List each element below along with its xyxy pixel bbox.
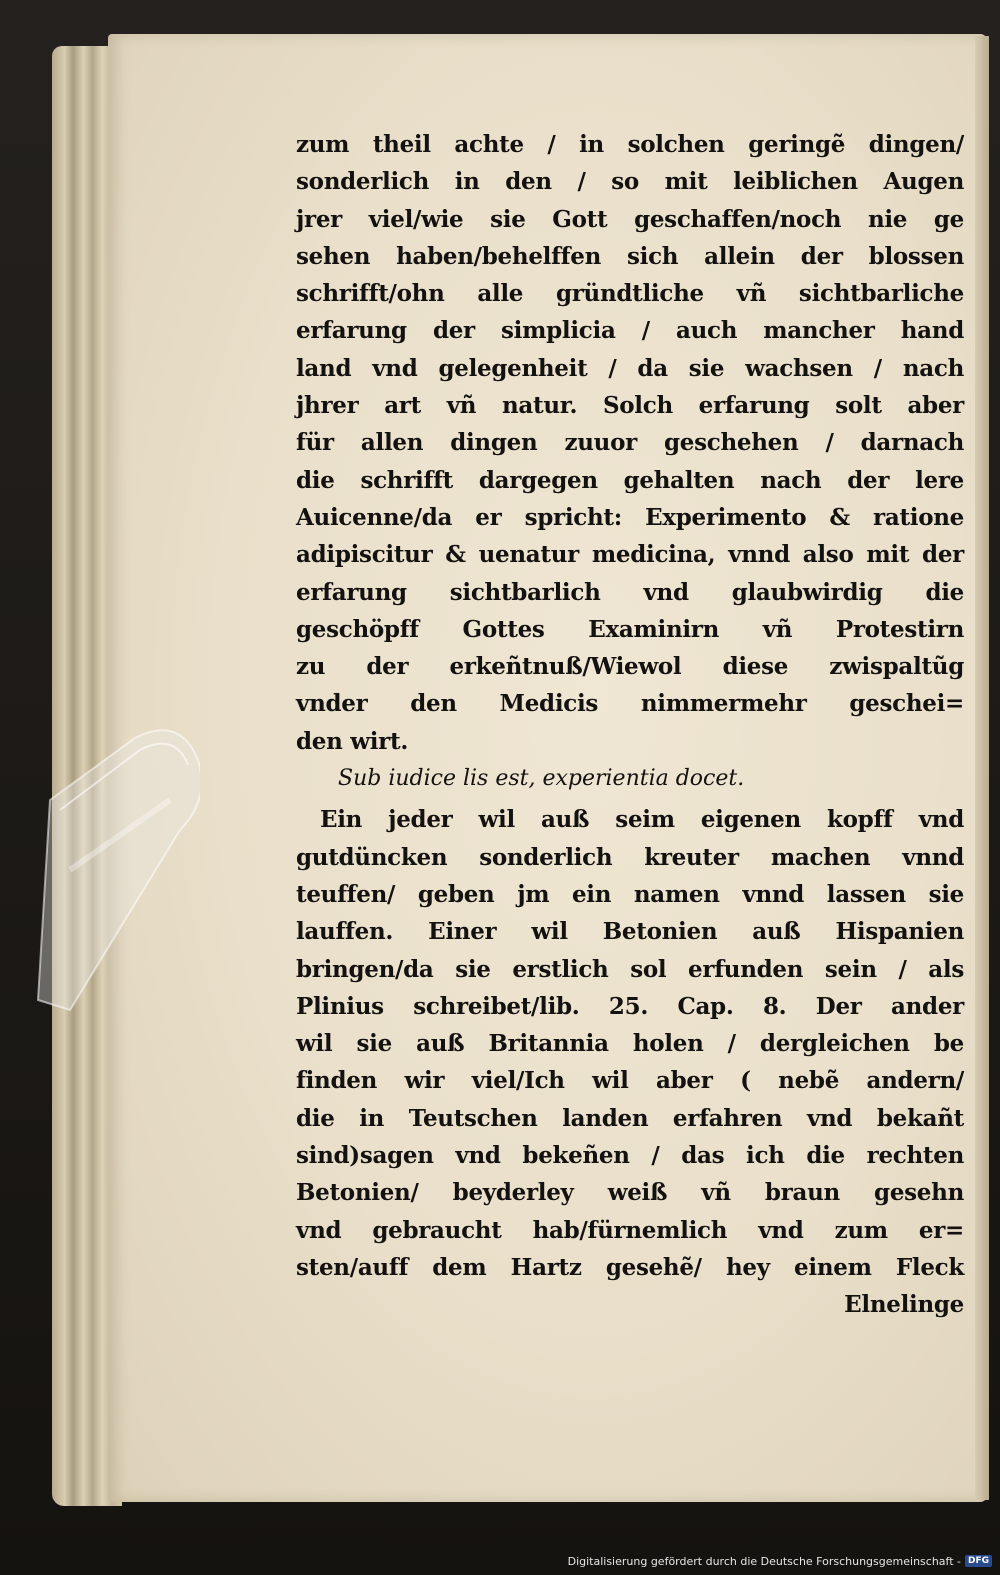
- book-gutter-edge: [975, 36, 989, 1500]
- text-line: teuffen/ geben jm ein namen vnnd lassen sie: [296, 880, 964, 908]
- text-line: Betonien/ beyderley weiß vñ braun gesehn: [296, 1179, 964, 1207]
- text-line: sten/auff dem Hartz gesehẽ/ hey einem Fleck: [296, 1253, 964, 1281]
- text-line: schrifft/ohn alle gründtliche vñ sichtbarliche: [296, 280, 964, 308]
- text-line: geschöpff Gottes Examinirn vñ Protestirn: [296, 615, 964, 643]
- latin-quote: Sub iudice lis est, experientia docet.: [338, 766, 745, 792]
- text-line: sind)sagen vnd bekeñen / das ich die rechten: [296, 1142, 964, 1170]
- dfg-logo: DFG: [965, 1555, 992, 1567]
- text-line: sonderlich in den / so mit leiblichen Augen: [296, 168, 964, 196]
- text-line: vnder den Medicis nimmermehr geschei=: [296, 690, 964, 718]
- text-line: für allen dingen zuuor geschehen / darnach: [296, 429, 964, 457]
- digitization-footer: [568, 1551, 992, 1571]
- text-line: erfarung sichtbarlich vnd glaubwirdig die: [296, 578, 964, 606]
- text-line: finden wir viel/Ich wil aber ( nebẽ andern/: [296, 1067, 964, 1095]
- text-line: Ein jeder wil auß seim eigenen kopff vnd: [320, 806, 964, 834]
- text-line: wil sie auß Britannia holen / dergleichen be: [296, 1030, 964, 1058]
- text-line: bringen/da sie erstlich sol erfunden sein / als: [296, 955, 964, 983]
- footer-credit: Digitalisierung gefördert durch die Deutsche Forschungsgemeinschaft -: [567, 1554, 961, 1568]
- text-line: Auicenne/da er spricht: Experimento & ratione: [296, 503, 964, 531]
- text-line: die schrifft dargegen gehalten nach der lere: [296, 466, 964, 494]
- text-line: die in Teutschen landen erfahren vnd bekañt: [296, 1104, 964, 1132]
- text-line: zu der erkeñtnuß/Wiewol diese zwispaltũg: [296, 653, 964, 681]
- text-line: erfarung der simplicia / auch mancher hand: [296, 317, 964, 345]
- text-line: zum theil achte / in solchen geringẽ dingen/: [296, 131, 964, 158]
- text-line: lauffen. Einer wil Betonien auß Hispanien: [296, 918, 964, 946]
- text-line: jhrer art vñ natur. Solch erfarung solt aber: [296, 392, 964, 420]
- text-line: Plinius schreibet/lib. 25. Cap. 8. Der ander: [296, 992, 964, 1020]
- catchword: Elnelinge: [844, 1291, 964, 1319]
- page-text-block: [296, 126, 964, 1324]
- text-line: jrer viel/wie sie Gott geschaffen/noch nie ge: [296, 205, 964, 233]
- text-line: adipiscitur & uenatur medicina, vnnd also mit der: [296, 541, 964, 569]
- text-line: gutdüncken sonderlich kreuter machen vnnd: [296, 843, 964, 871]
- text-line: den wirt.: [296, 727, 409, 755]
- text-line: land vnd gelegenheit / da sie wachsen / nach: [296, 354, 964, 382]
- text-line: sehen haben/behelffen sich allein der blossen: [296, 242, 964, 270]
- text-line: vnd gebraucht hab/fürnemlich vnd zum er=: [296, 1216, 964, 1244]
